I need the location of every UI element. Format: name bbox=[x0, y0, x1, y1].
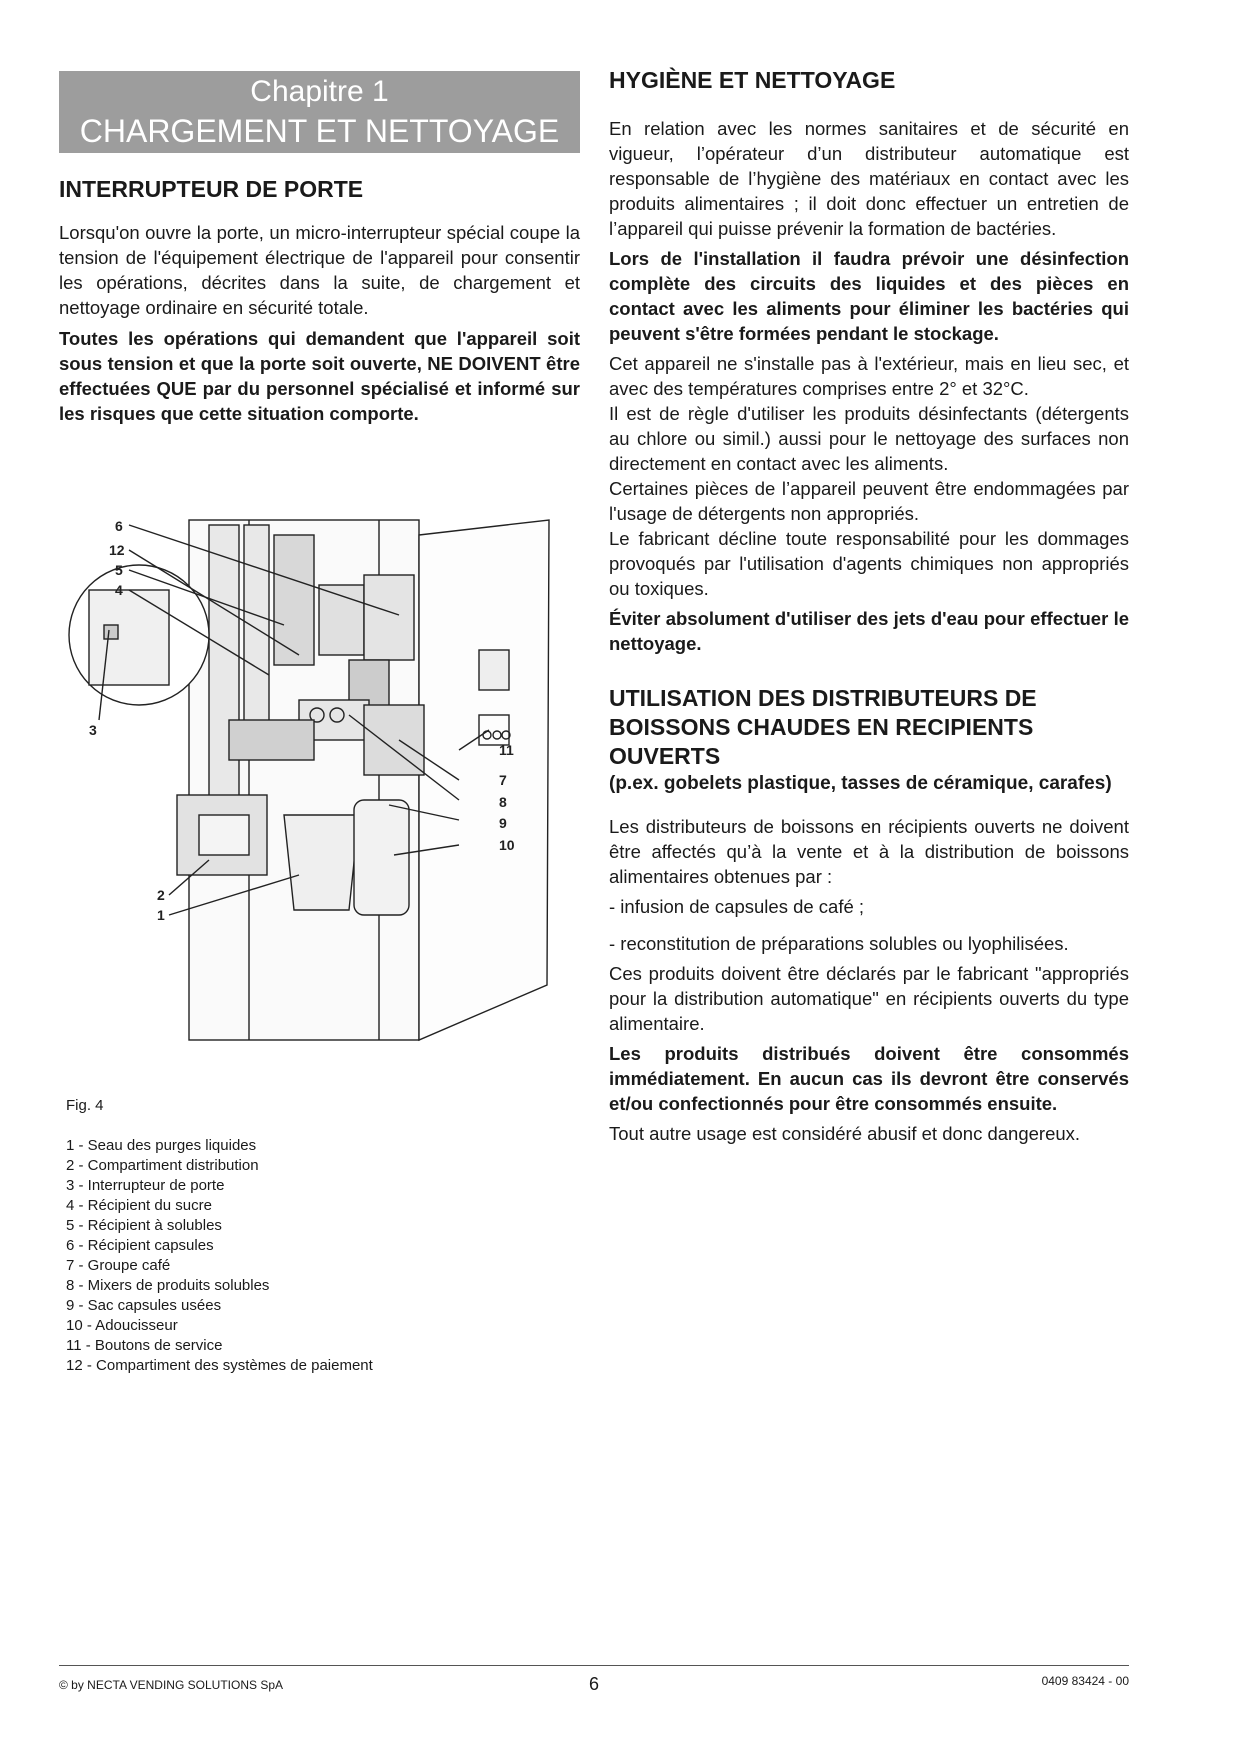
legend-item: 1 - Seau des purges liquides bbox=[66, 1137, 257, 1154]
page-number: 6 bbox=[589, 1674, 600, 1694]
legend-item: 6 - Récipient capsules bbox=[66, 1237, 214, 1254]
hygiene-paragraph-2: Lors de l'installation il faudra prévoir une désinfection complète des circuits des liquides et des pièces en contact avec les aliments pour éliminer les bactéries qui peuvent s'être formées pendant le stockage. bbox=[609, 248, 1129, 344]
open-containers-subheading: (p.ex. gobelets plastique, tasses de céramique, carafes) bbox=[609, 773, 1112, 794]
legend-item: 5 - Récipient à solubles bbox=[66, 1217, 222, 1234]
machine-diagram-drawing bbox=[59, 515, 579, 1045]
door-switch-paragraph: Lorsqu'on ouvre la porte, un micro-interrupteur spécial coupe la tension de l'équipement électrique de l'appareil pour consentir les opérations, décrites dans la suite, de chargement et nettoyage ordinaire en sécurité totale. bbox=[59, 222, 580, 318]
callout-10: 10 bbox=[499, 837, 515, 853]
legend-item: 12 - Compartiment des systèmes de paiement bbox=[66, 1357, 373, 1374]
hygiene-paragraph-7: Éviter absolument d'utiliser des jets d'eau pour effectuer le nettoyage. bbox=[609, 608, 1129, 654]
hygiene-paragraph-1: En relation avec les normes sanitaires et de sécurité en vigueur, l’opérateur d’un distributeur automatique est responsable de l’hygiène des matériaux en contact avec les produits alimentaires ; il doit donc effectuer un entretien de l’appareil qui puisse prévenir la formation de bactéries. bbox=[609, 118, 1129, 239]
footer-copyright: © by NECTA VENDING SOLUTIONS SpA bbox=[59, 1678, 284, 1692]
footer-divider bbox=[59, 1665, 1129, 1666]
callout-9: 9 bbox=[499, 815, 507, 831]
callout-12: 12 bbox=[109, 542, 125, 558]
legend-item: 7 - Groupe café bbox=[66, 1257, 171, 1274]
left-column bbox=[59, 71, 580, 426]
callout-4: 4 bbox=[115, 582, 123, 598]
heading-door-switch: INTERRUPTEUR DE PORTE bbox=[59, 176, 364, 202]
door-switch-warning: Toutes les opérations qui demandent que l'appareil soit sous tension et que la porte soit ouverte, NE DOIVENT être effectuées QUE par du personnel spécialisé et informé sur les risques que cette situation comporte. bbox=[59, 328, 580, 424]
hygiene-paragraph-3: Cet appareil ne s'installe pas à l'extérieur, mais en lieu sec, et avec des températures comprises entre 2° et 32°C. bbox=[609, 353, 1129, 399]
open-containers-item-2: - reconstitution de préparations solubles ou lyophilisées. bbox=[609, 933, 1069, 954]
legend-item: 9 - Sac capsules usées bbox=[66, 1297, 222, 1314]
legend-item: 10 - Adoucisseur bbox=[66, 1317, 178, 1334]
figure-legend bbox=[66, 1136, 373, 1376]
legend-item: 8 - Mixers de produits solubles bbox=[66, 1277, 270, 1294]
open-containers-paragraph-2: Ces produits doivent être déclarés par le fabricant "appropriés pour la distribution automatique" en récipients ouverts du type alimentaire. bbox=[609, 963, 1129, 1034]
callout-7: 7 bbox=[499, 772, 507, 788]
chapter-title-box bbox=[59, 71, 580, 153]
callout-11: 11 bbox=[499, 742, 514, 758]
legend-item: 11 - Boutons de service bbox=[66, 1337, 223, 1354]
open-containers-paragraph-4: Tout autre usage est considéré abusif et donc dangereux. bbox=[609, 1123, 1081, 1144]
callout-3: 3 bbox=[89, 722, 97, 738]
open-containers-paragraph-3: Les produits distribués doivent être consommés immédiatement. En aucun cas ils devront être conservés et/ou confectionnés pour être consommés ensuite. bbox=[609, 1043, 1129, 1114]
heading-open-containers: UTILISATION DES DISTRIBUTEURS DE BOISSONS CHAUDES EN RECIPIENTS OUVERTS bbox=[609, 685, 1037, 769]
hygiene-paragraph-5: Certaines pièces de l’appareil peuvent être endommagées par l'usage de détergents non appropriés. bbox=[609, 478, 1129, 524]
legend-item: 3 - Interrupteur de porte bbox=[66, 1177, 225, 1194]
document-code: 0409 83424 - 00 bbox=[1041, 1674, 1129, 1688]
chapter-number: Chapitre 1 bbox=[250, 75, 389, 108]
figure-caption: Fig. 4 bbox=[66, 1097, 104, 1114]
machine-diagram bbox=[59, 515, 579, 1045]
right-column bbox=[609, 66, 1129, 1146]
callout-2: 2 bbox=[157, 887, 165, 903]
hygiene-paragraph-4: Il est de règle d'utiliser les produits désinfectants (détergents au chlore ou simil.) aussi pour le nettoyage des surfaces non directement en contact avec les aliments. bbox=[609, 403, 1129, 474]
hygiene-paragraph-6: Le fabricant décline toute responsabilité pour les dommages provoqués par l'utilisation d'agents chimiques non appropriés ou toxiques. bbox=[609, 528, 1129, 599]
callout-5: 5 bbox=[115, 562, 123, 578]
open-containers-item-1: - infusion de capsules de café ; bbox=[609, 896, 865, 917]
legend-item: 2 - Compartiment distribution bbox=[66, 1157, 259, 1174]
callout-6: 6 bbox=[115, 518, 123, 534]
callout-1: 1 bbox=[157, 907, 165, 923]
open-containers-paragraph-1: Les distributeurs de boissons en récipients ouverts ne doivent être affectés qu’à la vente et à la distribution de boissons alimentaires obtenues par : bbox=[609, 816, 1129, 887]
legend-item: 4 - Récipient du sucre bbox=[66, 1197, 212, 1214]
chapter-title: CHARGEMENT ET NETTOYAGE bbox=[79, 113, 560, 149]
callout-8: 8 bbox=[499, 794, 507, 810]
heading-hygiene: HYGIÈNE ET NETTOYAGE bbox=[609, 67, 896, 93]
